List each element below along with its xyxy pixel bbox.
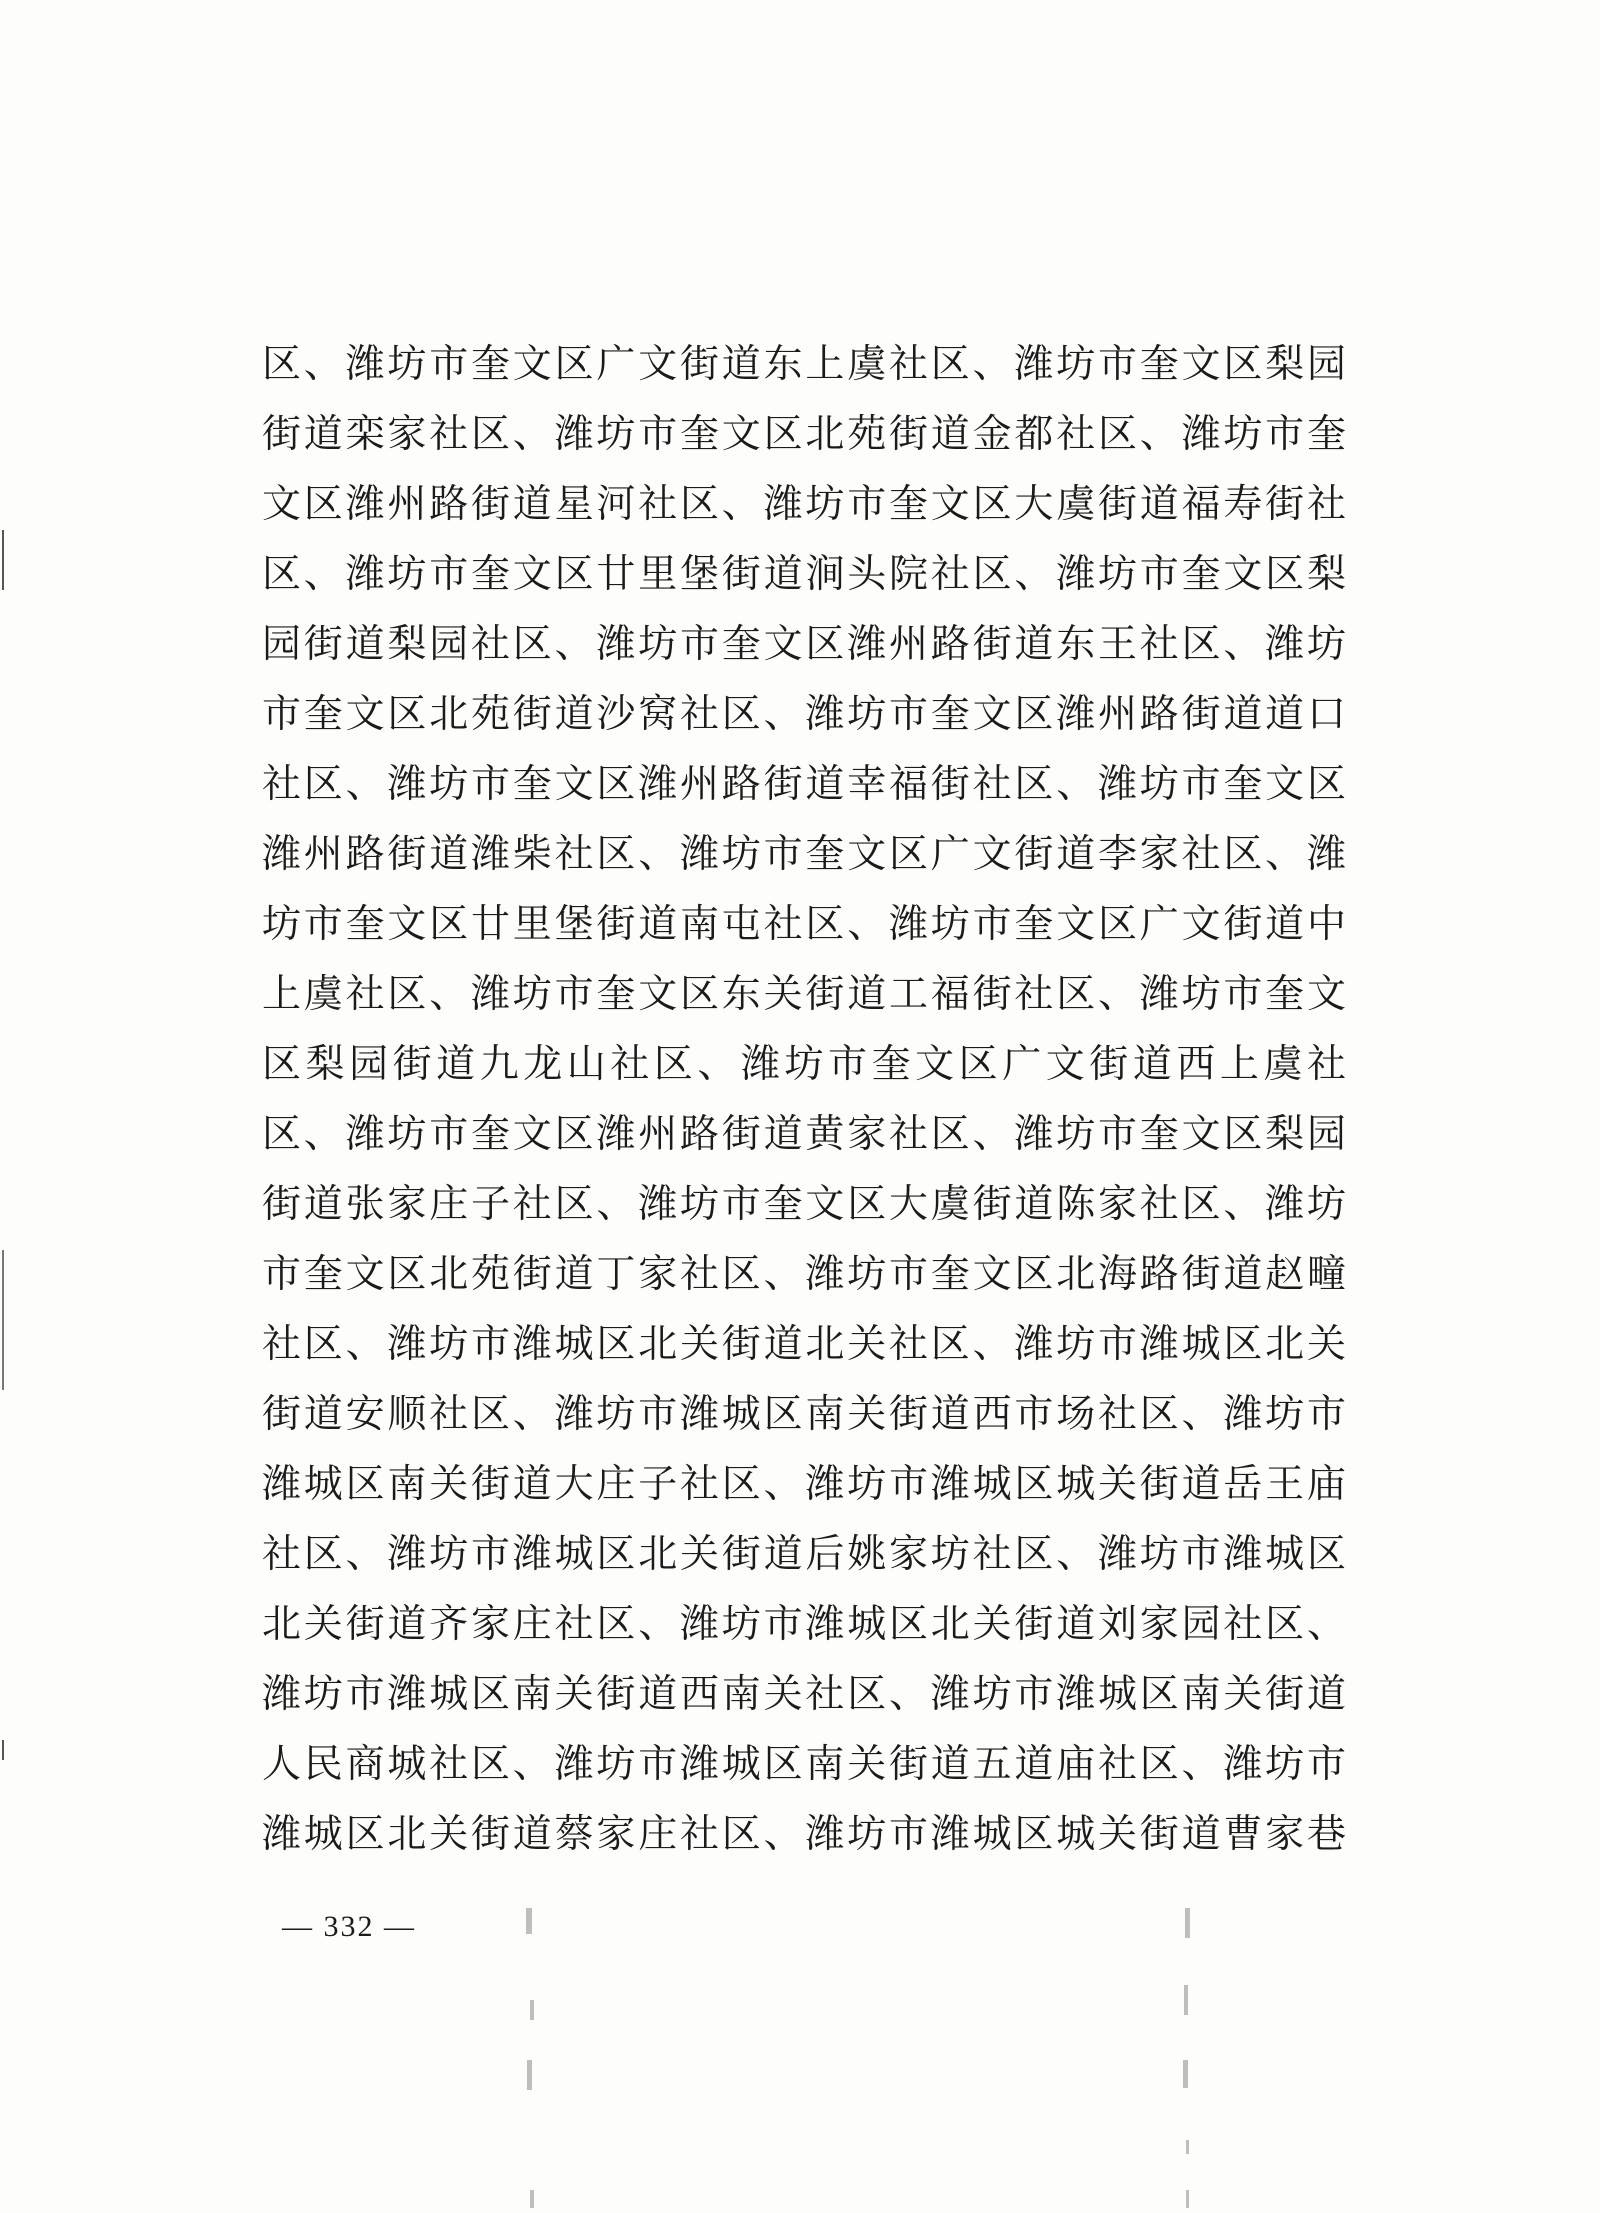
bleed-through-mark	[1185, 1908, 1190, 1938]
bleed-through-mark	[1183, 2060, 1188, 2088]
text-line: 北关街道齐家庄社区、潍坊市潍城区北关街道刘家园社区、	[262, 1602, 1347, 1647]
bleed-through-mark	[526, 1908, 532, 1934]
scan-edge-mark	[2, 1250, 4, 1390]
text-line: 市奎文区北苑街道沙窝社区、潍坊市奎文区潍州路街道道口	[262, 692, 1347, 737]
text-line: 社区、潍坊市潍城区北关街道北关社区、潍坊市潍城区北关	[262, 1322, 1347, 1367]
text-line: 街道张家庄子社区、潍坊市奎文区大虞街道陈家社区、潍坊	[262, 1182, 1347, 1227]
scan-edge-mark	[2, 1740, 4, 1760]
text-line: 社区、潍坊市潍城区北关街道后姚家坊社区、潍坊市潍城区	[262, 1532, 1347, 1577]
text-line: 街道安顺社区、潍坊市潍城区南关街道西市场社区、潍坊市	[262, 1392, 1347, 1437]
text-line: 市奎文区北苑街道丁家社区、潍坊市奎文区北海路街道赵疃	[262, 1252, 1347, 1297]
bleed-through-mark	[530, 2000, 534, 2020]
text-line: 园街道梨园社区、潍坊市奎文区潍州路街道东王社区、潍坊	[262, 622, 1347, 667]
bleed-through-mark	[530, 2190, 534, 2208]
text-line: 区、潍坊市奎文区潍州路街道黄家社区、潍坊市奎文区梨园	[262, 1112, 1347, 1157]
text-line: 潍坊市潍城区南关街道西南关社区、潍坊市潍城区南关街道	[262, 1672, 1347, 1717]
bleed-through-mark	[1186, 2140, 1189, 2154]
text-line: 区梨园街道九龙山社区、潍坊市奎文区广文街道西上虞社	[262, 1042, 1347, 1087]
text-line: 街道栾家社区、潍坊市奎文区北苑街道金都社区、潍坊市奎	[262, 412, 1347, 457]
bleed-through-mark	[1186, 2190, 1189, 2208]
text-line: 社区、潍坊市奎文区潍州路街道幸福街社区、潍坊市奎文区	[262, 762, 1347, 807]
text-line: 潍州路街道潍柴社区、潍坊市奎文区广文街道李家社区、潍	[262, 832, 1347, 877]
scan-edge-mark	[2, 530, 4, 590]
bleed-through-mark	[1184, 1985, 1188, 2015]
text-line: 潍城区南关街道大庄子社区、潍坊市潍城区城关街道岳王庙	[262, 1462, 1347, 1507]
page-number: — 332 —	[282, 1910, 416, 1943]
text-line: 区、潍坊市奎文区廿里堡街道涧头院社区、潍坊市奎文区梨	[262, 552, 1347, 597]
text-line: 潍城区北关街道蔡家庄社区、潍坊市潍城区城关街道曹家巷	[262, 1812, 1347, 1857]
text-line: 上虞社区、潍坊市奎文区东关街道工福街社区、潍坊市奎文	[262, 972, 1347, 1017]
body-text	[262, 330, 1347, 1870]
text-line: 文区潍州路街道星河社区、潍坊市奎文区大虞街道福寿街社	[262, 482, 1347, 527]
text-line: 坊市奎文区廿里堡街道南屯社区、潍坊市奎文区广文街道中	[262, 902, 1347, 947]
text-line: 区、潍坊市奎文区广文街道东上虞社区、潍坊市奎文区梨园	[262, 342, 1347, 387]
text-line: 人民商城社区、潍坊市潍城区南关街道五道庙社区、潍坊市	[262, 1742, 1347, 1787]
bleed-through-mark	[527, 2060, 532, 2090]
